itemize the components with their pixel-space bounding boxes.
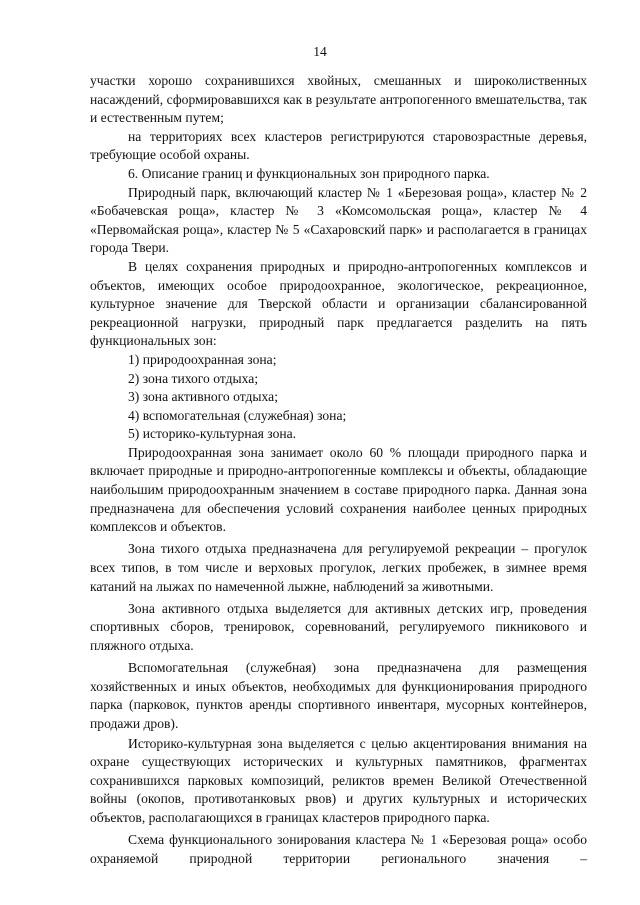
- paragraph-zoning-scheme: Схема функционального зонирования кластера № 1 «Березовая роща» особо охраняемой природной территории регионального значения –: [90, 832, 587, 866]
- zone-list-item: 1) природоохранная зона;: [128, 351, 277, 367]
- zone-list-item: 5) историко-культурная зона.: [128, 426, 297, 442]
- paragraph-park-clusters: Природный парк, включающий кластер № 1 «Березовая роща», кластер № 2 «Бобачевская роща», кластер № 3 «Комсомольская роща», кластер № 4 «Первомайская роща», кластер № 5 «Сахаровский парк» и располагается в границах города Твери.: [90, 184, 587, 256]
- paragraph-zone-purpose: В целях сохранения природных и природно-антропогенных комплексов и объектов, имеющих особое природоохранное, экологическое, рекреационное, культурное значение для Тверской области и организации сбалансированной рекреационной нагрузки, природный парк предлагается разделить на пять функциональных зон:: [90, 258, 587, 349]
- zone-list-item: 2) зона тихого отдыха;: [128, 370, 259, 386]
- paragraph-quiet-rest-zone: Зона тихого отдыха предназначена для регулируемой рекреации – прогулок всех типов, в том числе и верховых прогулок, легких пробежек, в зимнее время катаний на лыжах по намеченной лыжне, наблюдений за животными.: [90, 541, 587, 594]
- document-body: [90, 72, 587, 868]
- zone-list-item: 4) вспомогательная (служебная) зона;: [128, 407, 347, 423]
- section-heading-zones: 6. Описание границ и функциональных зон природного парка.: [128, 165, 490, 181]
- paragraph-old-trees: на территориях всех кластеров регистрируются старовозрастные деревья, требующие особой охраны.: [90, 128, 587, 163]
- paragraph-historic-zone: Историко-культурная зона выделяется с целью акцентирования внимания на охране существующих исторических и культурных памятников, фрагментах сохранившихся парковых композиций, реликтов времен Великой Отечественной войны (окопов, противотанковых рвов) и других культурных и исторических объектов, располагающихся в границах кластеров природного парка.: [90, 735, 587, 825]
- zone-list-item: 3) зона активного отдыха;: [128, 389, 278, 405]
- paragraph-active-rest-zone: Зона активного отдыха выделяется для активных детских игр, проведения спортивных сборов, тренировок, соревнований, регулируемого пикникового и пляжного отдыха.: [90, 600, 587, 653]
- paragraph-protected-zone: Природоохранная зона занимает около 60 % площади природного парка и включает природные и природно-антропогенные комплексы и объекты, обладающие наибольшим природоохранным значением в составе природного парка. Данная зона предназначена для обеспечения условий сохранения наиболее ценных природных комплексов и объектов.: [90, 444, 587, 535]
- paragraph-service-zone: Вспомогательная (служебная) зона предназначена для размещения хозяйственных и иных объектов, необходимых для функционирования природного парка (парковок, пунктов аренды спортивного инвентаря, мусорных контейнеров, продажи дров).: [90, 660, 587, 731]
- page-number: 14: [313, 44, 327, 59]
- paragraph-forest-areas: участки хорошо сохранившихся хвойных, смешанных и широколиственных насаждений, сформировавшихся как в результате антропогенного вмешательства, так и естественным путем;: [90, 73, 587, 126]
